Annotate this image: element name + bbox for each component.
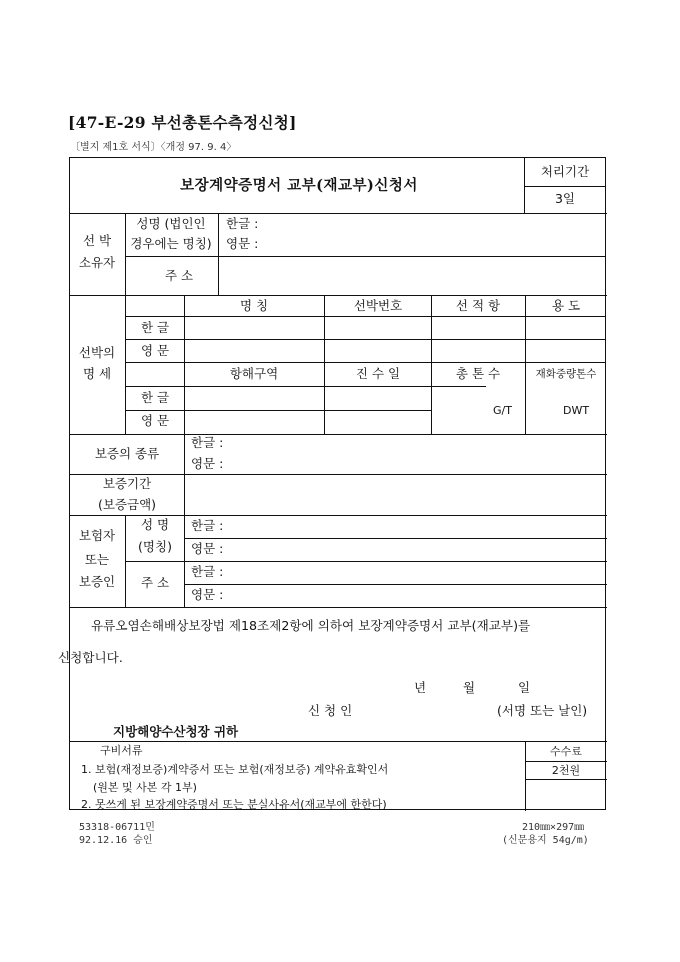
guarantee-period-field[interactable] (185, 475, 605, 514)
owner-address-field[interactable] (219, 257, 605, 294)
unit-dwt: DWT (563, 404, 590, 417)
ship-row-english-2: 영 문 (140, 413, 170, 428)
insurer-name-label-2: (명칭) (138, 539, 172, 554)
form-title: 보장계약증명서 교부(재교부)신청서 (180, 177, 418, 194)
guarantee-type-korean-field[interactable]: 한글 : (191, 435, 224, 450)
insurer-label-1: 보험자 (78, 528, 116, 543)
approval-date: 92.12.16 승인 (79, 835, 153, 846)
owner-label-2: 소유자 (78, 255, 116, 270)
col-launch-date: 진 수 일 (355, 366, 401, 381)
ship-row-korean-2: 한 글 (140, 390, 170, 405)
insurer-label-3: 보증인 (78, 574, 116, 589)
fee-value: 2천원 (551, 764, 581, 777)
owner-label-1: 선 박 (82, 233, 112, 248)
date-day: 일 (518, 680, 531, 695)
document-item-1: 1. 보험(재정보증)계약증서 또는 보험(재정보증) 계약유효확인서 (81, 763, 389, 776)
insurer-address-english-field[interactable]: 영문 : (191, 587, 224, 602)
document-item-1b: (원본 및 사본 각 1부) (93, 781, 197, 794)
insurer-address-label: 주 소 (140, 575, 170, 590)
form-reference: 〔별지 제1호 서식〕〈개정 97. 9. 4〉 (70, 142, 237, 153)
date-month: 월 (463, 680, 476, 695)
application-form (58, 157, 606, 811)
unit-gt: G/T (493, 404, 512, 417)
owner-english-name-field[interactable]: 영문 : (226, 236, 259, 251)
col-ship-number: 선박번호 (353, 298, 403, 313)
ship-row-english: 영 문 (140, 343, 170, 358)
insurer-name-english-field[interactable]: 영문 : (191, 541, 224, 556)
paper-size: 210㎜×297㎜ (522, 822, 585, 833)
owner-korean-name-field[interactable]: 한글 : (226, 216, 259, 231)
date-year: 년 (414, 680, 427, 695)
insurer-address-korean-field[interactable]: 한글 : (191, 564, 224, 579)
owner-name-label-1: 성명 (법인인 (136, 216, 206, 231)
guarantee-type-label: 보증의 종류 (94, 446, 160, 461)
col-port: 선 적 항 (455, 298, 501, 313)
guarantee-amount-label: (보증금액) (97, 497, 157, 512)
paper-type: (신문용지 54g/m) (502, 835, 589, 846)
ship-row-korean: 한 글 (140, 320, 170, 335)
addressee: 지방해양수산청장 귀하 (113, 724, 239, 739)
applicant-label: 신 청 인 (308, 703, 353, 718)
insurer-name-label-1: 성 명 (140, 517, 170, 532)
col-gross-tonnage: 총 톤 수 (455, 366, 501, 381)
processing-period-value: 3일 (554, 191, 576, 206)
ship-label-1: 선박의 (78, 345, 116, 360)
form-code: 53318-06711민 (79, 822, 155, 833)
fee-label: 수수료 (550, 745, 582, 758)
declaration-line-2: 신청합니다. (58, 650, 123, 665)
insurer-label-2: 또는 (84, 552, 110, 567)
guarantee-period-label: 보증기간 (102, 476, 152, 491)
document-item-2: 2. 못쓰게 된 보장계약증명서 또는 분실사유서(재교부에 한한다) (81, 798, 387, 811)
owner-address-label: 주 소 (165, 268, 194, 283)
document-heading: [47-E-29 부선총톤수측정신청] (68, 113, 297, 132)
insurer-name-korean-field[interactable]: 한글 : (191, 518, 224, 533)
documents-label: 구비서류 (100, 744, 143, 757)
col-use: 용 도 (551, 298, 581, 313)
signature-label[interactable]: (서명 또는 날인) (497, 703, 588, 718)
col-deadweight: 재화중량톤수 (535, 368, 597, 380)
guarantee-type-english-field[interactable]: 영문 : (191, 456, 224, 471)
col-navigation-area: 항해구역 (229, 366, 279, 381)
declaration-line-1: 유류오염손해배상보장법 제18조제2항에 의하여 보장계약증명서 교부(재교부)를 (91, 618, 531, 633)
ship-label-2: 명 세 (82, 366, 112, 381)
owner-name-label-2: 경우에는 명칭) (130, 236, 212, 251)
processing-period-label: 처리기간 (540, 164, 590, 179)
col-ship-name: 명 칭 (239, 298, 269, 313)
